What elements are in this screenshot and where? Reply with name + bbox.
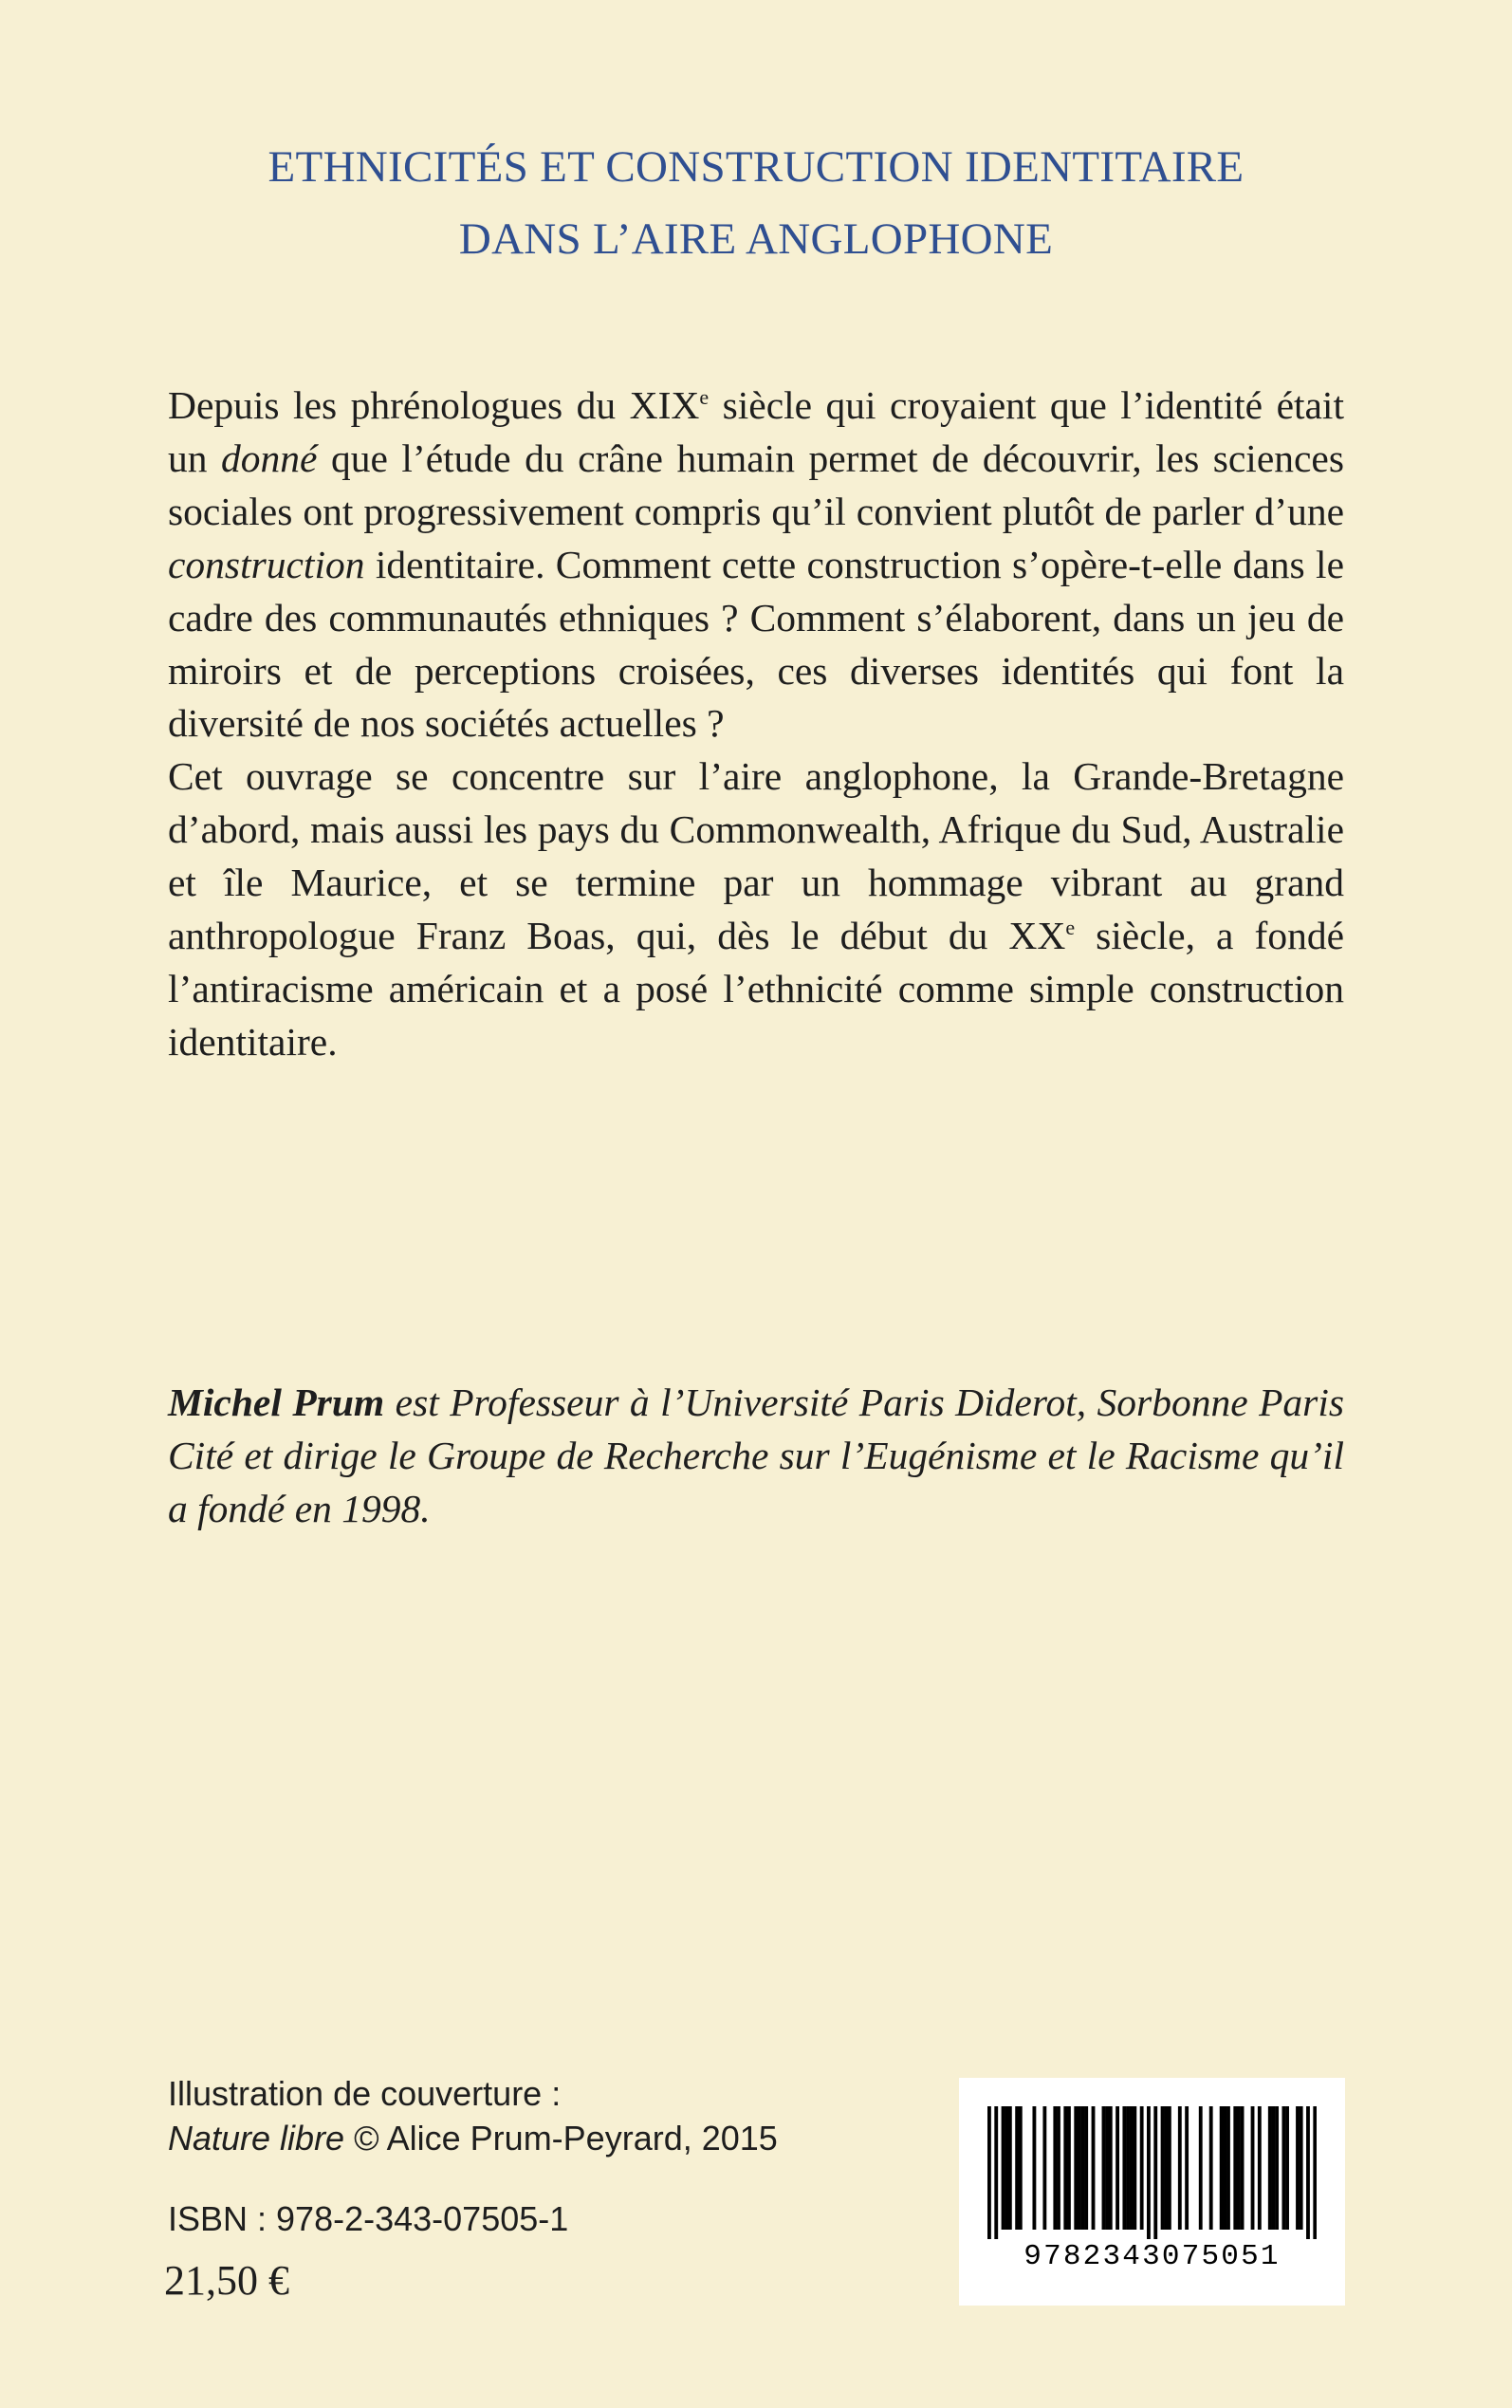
author-name: Michel Prum <box>168 1380 385 1424</box>
barcode-bar <box>1306 2106 1310 2239</box>
author-bio-text: est Professeur à l’Université Paris Diderot, Sorbonne Paris Cité et dirige le Groupe de Recherche sur l’Eugénisme et le Racisme qu’il a fondé en 1998. <box>168 1380 1345 1530</box>
barcode-bar <box>1063 2106 1067 2230</box>
summary-text: siècle qui croyaient que l’identité était un <box>168 383 1344 480</box>
barcode-bar <box>1313 2106 1317 2239</box>
barcode-bar <box>1116 2106 1119 2230</box>
barcode-bars <box>987 2106 1317 2239</box>
barcode-bar <box>1161 2106 1165 2230</box>
author-bio-paragraph <box>168 1376 1344 1535</box>
barcode-bar <box>1220 2106 1224 2230</box>
barcode-bar <box>1272 2106 1276 2230</box>
barcode-bar <box>1109 2106 1113 2230</box>
barcode-bar <box>1185 2106 1189 2230</box>
barcode-bar <box>1164 2106 1168 2230</box>
barcode-bar <box>1002 2106 1005 2230</box>
barcode-bar <box>1067 2106 1071 2230</box>
barcode-bar <box>1081 2106 1085 2230</box>
summary-paragraph-2 <box>168 750 1344 1068</box>
barcode-bar <box>1074 2106 1078 2230</box>
barcode-bar <box>1233 2106 1237 2230</box>
barcode-bar <box>1226 2106 1230 2230</box>
barcode-bar <box>1019 2106 1023 2230</box>
barcode-digits: 9782343075051 <box>1023 2240 1281 2273</box>
barcode-bar <box>1168 2106 1171 2230</box>
barcode-bar <box>1057 2106 1060 2230</box>
barcode-bar <box>1042 2106 1046 2230</box>
barcode-bar <box>1153 2106 1157 2239</box>
barcode-bar <box>1005 2106 1008 2230</box>
barcode-bar <box>1102 2106 1106 2230</box>
barcode-bar <box>1084 2106 1088 2230</box>
book-summary <box>168 380 1344 1069</box>
emphasis: construction <box>168 542 365 586</box>
barcode-bar <box>1140 2106 1144 2230</box>
artwork-title: Nature libre <box>168 2119 345 2158</box>
barcode-bar <box>1130 2106 1134 2230</box>
barcode-bar <box>1092 2106 1096 2230</box>
summary-text: que l’étude du crâne humain permet de découvrir, les sciences sociales ont progressivement compris qu’il convient plutôt de parler d’une <box>168 435 1344 533</box>
barcode-bar <box>994 2106 998 2239</box>
barcode-bar <box>1053 2106 1057 2230</box>
summary-text: siècle, a fondé l’antiracisme américain et a posé l’ethnicité comme simple construction identitaire. <box>168 914 1344 1064</box>
barcode-bar <box>1209 2106 1213 2230</box>
barcode-bar <box>1282 2106 1285 2230</box>
barcode-bar <box>1008 2106 1012 2230</box>
barcode-bar <box>1258 2106 1262 2230</box>
title-line-1: ETHNICITÉS ET CONSTRUCTION IDENTITAIRE <box>267 142 1245 192</box>
price: 21,50 € <box>164 2257 289 2304</box>
barcode-bar <box>1178 2106 1182 2230</box>
artwork-copyright: © Alice Prum-Peyrard, 2015 <box>344 2119 778 2158</box>
barcode-bar <box>1223 2106 1226 2230</box>
barcode-bar <box>1105 2106 1109 2230</box>
barcode-bar <box>1296 2106 1300 2230</box>
back-cover-title <box>0 131 1512 275</box>
summary-paragraph-1 <box>168 380 1344 750</box>
barcode-bar <box>1285 2106 1289 2230</box>
emphasis: donné <box>221 435 318 480</box>
credits-label: Illustration de couverture : <box>168 2074 562 2113</box>
barcode-bar <box>1237 2106 1241 2230</box>
cover-credits <box>168 2071 778 2160</box>
summary-text: Cet ouvrage se concentre sur l’aire anglophone, la Grande-Bretagne d’abord, mais aussi les pays du Commonwealth, Afrique du Sud, Australie et île Maurice, et se termine par un hommage vibrant au grand anthropologue Franz Boas, qui, dès le début du XX <box>168 754 1344 958</box>
barcode-bar <box>987 2106 991 2239</box>
barcode-bar <box>1268 2106 1272 2230</box>
barcode-bar <box>1199 2106 1203 2230</box>
superscript: e <box>699 385 710 409</box>
barcode-bar <box>1251 2106 1255 2230</box>
author-bio <box>168 1376 1344 1535</box>
barcode-bar <box>1122 2106 1126 2230</box>
barcode-bar <box>1126 2106 1130 2230</box>
title-line-2: DANS L’AIRE ANGLOPHONE <box>458 214 1054 264</box>
barcode-bar <box>1078 2106 1081 2230</box>
superscript: e <box>1065 916 1076 940</box>
barcode-bar <box>1241 2106 1245 2230</box>
credits-artwork-line <box>168 2116 778 2160</box>
barcode-bar <box>1015 2106 1019 2230</box>
barcode-bar <box>1275 2106 1279 2230</box>
barcode-bar <box>1300 2106 1303 2230</box>
summary-text: identitaire. Comment cette construction s’opère-t-elle dans le cadre des communautés ethniques ? Comment s’élaborent, dans un jeu de miroirs et de perceptions croisées, ces diverses identités qui font la diversité de nos sociétés actuelles ? <box>168 542 1344 746</box>
barcode-bar <box>1032 2106 1036 2230</box>
isbn: ISBN : 978-2-343-07505-1 <box>168 2199 569 2238</box>
barcode <box>959 2078 1345 2306</box>
barcode-bar <box>1147 2106 1151 2239</box>
barcode-bar <box>1133 2106 1136 2230</box>
summary-text: Depuis les phrénologues du XIX <box>168 383 700 427</box>
